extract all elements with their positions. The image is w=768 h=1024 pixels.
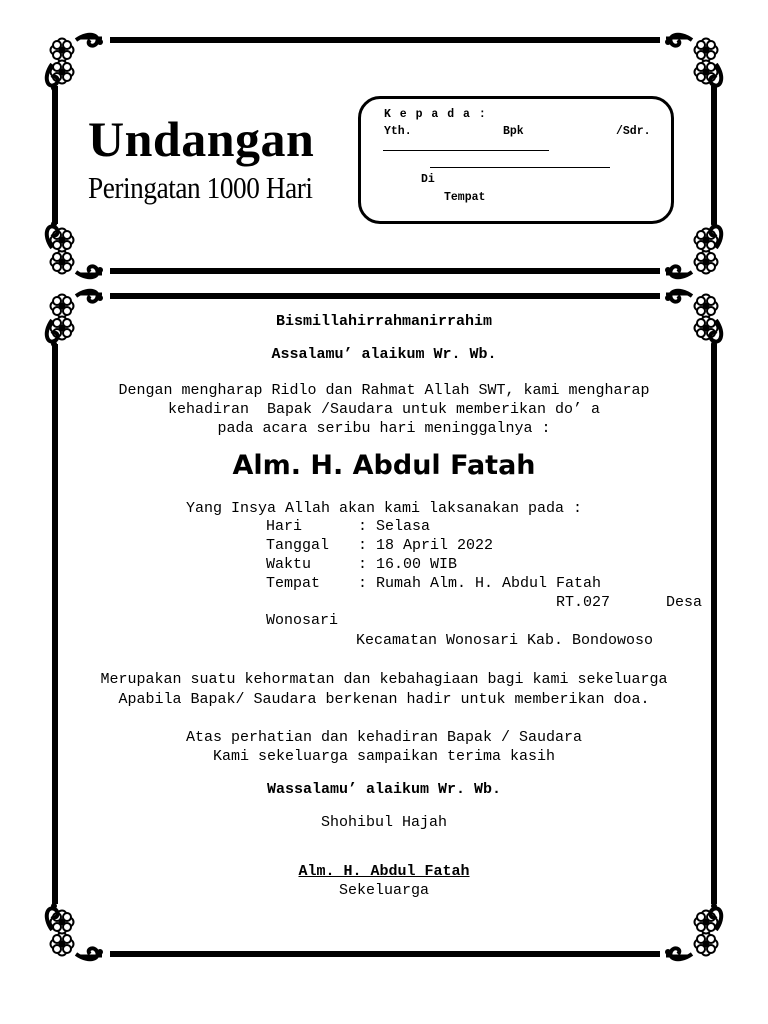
schedule-intro: Yang Insya Allah akan kami laksanakan pada :	[185, 500, 583, 517]
detail-value-waktu: : 16.00 WIB	[358, 556, 458, 573]
address-kepada: K e p a d a :	[384, 108, 487, 121]
host-label: Shohibul Hajah	[320, 814, 448, 831]
address-sdr: /Sdr.	[616, 125, 651, 138]
family-label: Sekeluarga	[338, 882, 429, 899]
intro-line-1: Dengan mengharap Ridlo dan Rahmat Allah SWT, kami mengharap	[118, 382, 650, 399]
thanks-line-2: Kami sekeluarga sampaikan terima kasih	[212, 748, 556, 765]
detail-value-tempat: : Rumah Alm. H. Abdul Fatah	[358, 575, 602, 592]
detail-wonosari: Wonosari	[266, 612, 339, 629]
address-di: Di	[421, 173, 435, 186]
detail-label-tempat: Tempat	[266, 575, 321, 592]
greeting-text: Assalamu’ alaikum Wr. Wb.	[271, 346, 497, 363]
deceased-name: Alm. H. Abdul Fatah	[232, 450, 536, 481]
closing-greeting: Wassalamu’ alaikum Wr. Wb.	[266, 781, 502, 798]
address-yth: Yth.	[384, 125, 412, 138]
intro-line-2: kehadiran Bapak /Saudara untuk memberikan do’ a	[167, 401, 601, 418]
address-line-2	[430, 167, 610, 168]
page-title: Undangan	[88, 111, 315, 167]
thanks-line-1: Atas perhatian dan kehadiran Bapak / Saudara	[185, 729, 583, 746]
address-bpk: Bpk	[503, 125, 524, 138]
signer-name: Alm. H. Abdul Fatah	[298, 863, 470, 880]
honor-line-2: Apabila Bapak/ Saudara berkenan hadir untuk memberikan doa.	[118, 691, 650, 708]
detail-label-tanggal: Tanggal	[266, 537, 330, 554]
detail-label-waktu: Waktu	[266, 556, 312, 573]
honor-line-1: Merupakan suatu kehormatan dan kebahagiaan bagi kami sekeluarga	[100, 671, 668, 688]
address-tempat: Tempat	[444, 191, 486, 204]
detail-label-hari: Hari	[266, 518, 303, 535]
bismillah-text: Bismillahirrahmanirrahim	[275, 313, 493, 330]
detail-rt: RT.027	[556, 594, 611, 611]
detail-desa: Desa	[666, 594, 703, 611]
page-subtitle: Peringatan 1000 Hari	[88, 170, 313, 205]
address-line-1	[383, 150, 549, 151]
detail-kecamatan: Kecamatan Wonosari Kab. Bondowoso	[356, 632, 654, 649]
ornament-corner-icon	[47, 35, 103, 91]
intro-line-3: pada acara seribu hari meninggalnya :	[217, 420, 551, 437]
detail-value-hari: : Selasa	[358, 518, 431, 535]
detail-value-tanggal: : 18 April 2022	[358, 537, 494, 554]
